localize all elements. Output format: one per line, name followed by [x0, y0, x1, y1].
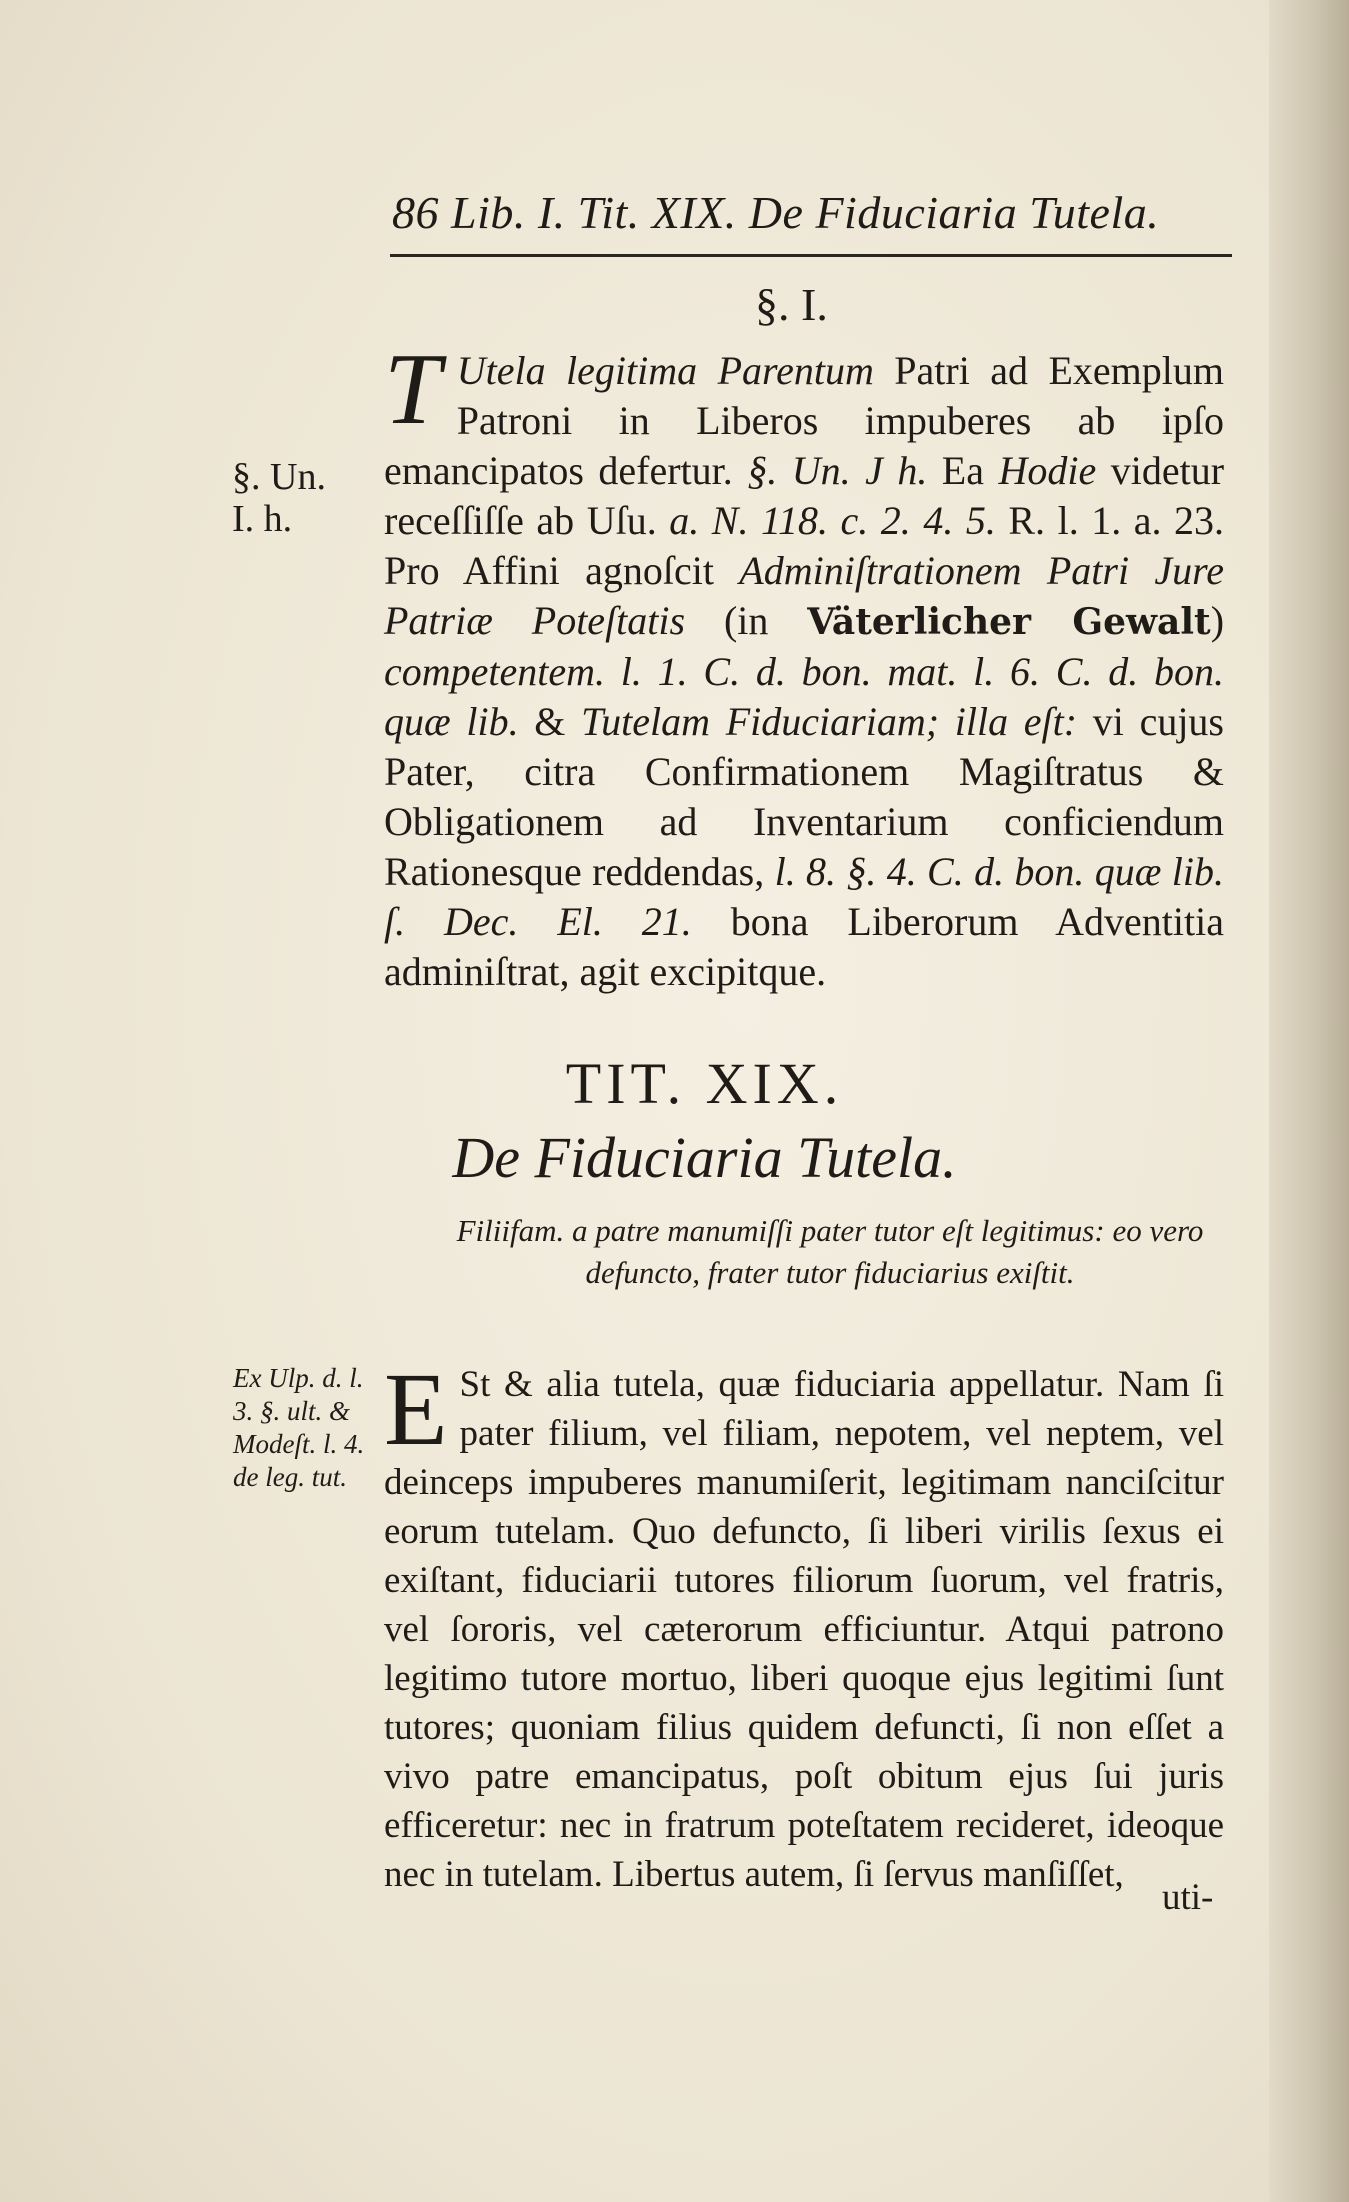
running-header: 86 Lib. I. Tit. XIX. De Fiduciaria Tutela. [392, 187, 1160, 238]
text-run: Patri ad Exemplum Patroni in Liberos impuberes ab ipſo emancipatos defertur. [384, 348, 1225, 493]
text-run: ) [1210, 598, 1225, 643]
text-run: & [518, 699, 582, 744]
text-run: Pro Affini agnoſcit [384, 548, 740, 593]
citation: R. l. 1. a. 23. [1008, 498, 1225, 543]
text-run: St & alia tutela, quæ fiduciaria appellatur. Nam ſi pater filium, vel filiam, nepotem, vel neptem, vel deinceps impuberes manumiſerit, legitimam nanciſcitur eorum tutelam. Quo defuncto, ſi liberi virilis ſexus ei exiſtant, fiduciarii tutores filiorum ſuorum, vel fratris, vel ſororis, vel cæterorum efficiuntur. Atqui patrono legitimo tutore mortuo, liberi quoque ejus legitimi ſunt tutores; quoniam filius quidem defuncti, ſi non eſſet a vivo patre emancipatus, poſt obitum ejus ſui juris efficeretur: nec in fratrum poteſtatem recideret, ideoque nec in tutelam. Libertus autem, ſi ſervus manſiſſet, [384, 1364, 1224, 1895]
text-run: (in [685, 598, 808, 643]
text-italic: Utela legitima Parentum [456, 348, 874, 393]
title-number: TIT. XIX. [565, 1051, 844, 1116]
margin-note-source: Ex Ulp. d. l. 3. §. ult. & Modeſt. l. 4. de leg. tut. [233, 1363, 365, 1492]
citation: competentem. l. 1. C. d. bon. mat. l. 6. C. d. bon. quæ lib. [384, 649, 1224, 744]
section-number: §. I. [755, 279, 828, 330]
drop-cap-t: T [384, 333, 441, 446]
text-italic: Adminiſtrationem Patri Jure Patriæ Poteſtatis [384, 548, 1224, 643]
header-rule [390, 254, 1232, 257]
text-run: bona Liberorum Adventitia adminiſtrat, agit excipitque. [384, 899, 1224, 994]
paragraph-1 [384, 333, 1225, 997]
citation: a. N. 118. c. 2. 4. 5. [669, 498, 996, 543]
text-italic: Tutelam Fiduciariam; illa eſt: [581, 699, 1078, 744]
text-run: videtur receſſiſſe ab Uſu. [384, 448, 1225, 543]
fraktur-text: Väterlicher Gewalt [807, 601, 1211, 643]
text-run: Ea [927, 448, 999, 493]
margin-note-reference: §. Un. I. h. [232, 456, 326, 540]
text-italic: Hodie [998, 448, 1097, 493]
citation: l. 8. §. 4. C. d. bon. quæ lib. ſ. Dec. El. 21. [384, 849, 1225, 944]
paragraph-2 [384, 1352, 1224, 1899]
text-run: vi cujus Pater, citra Confirmationem Magiſtratus & Obligationem ad Inventarium conficiendum Rationesque reddendas, [384, 699, 1224, 894]
catchword: uti- [1162, 1877, 1214, 1918]
title-heading: De Fiduciaria Tutela. [452, 1125, 957, 1190]
citation: §. Un. J h. [747, 448, 928, 493]
drop-cap-e: E [384, 1352, 448, 1467]
title-summary: Filiifam. a patre manumiſſi pater tutor eſt legitimus: eo vero defuncto, frater tutor fiduciarius exiſtit. [456, 1213, 1204, 1290]
